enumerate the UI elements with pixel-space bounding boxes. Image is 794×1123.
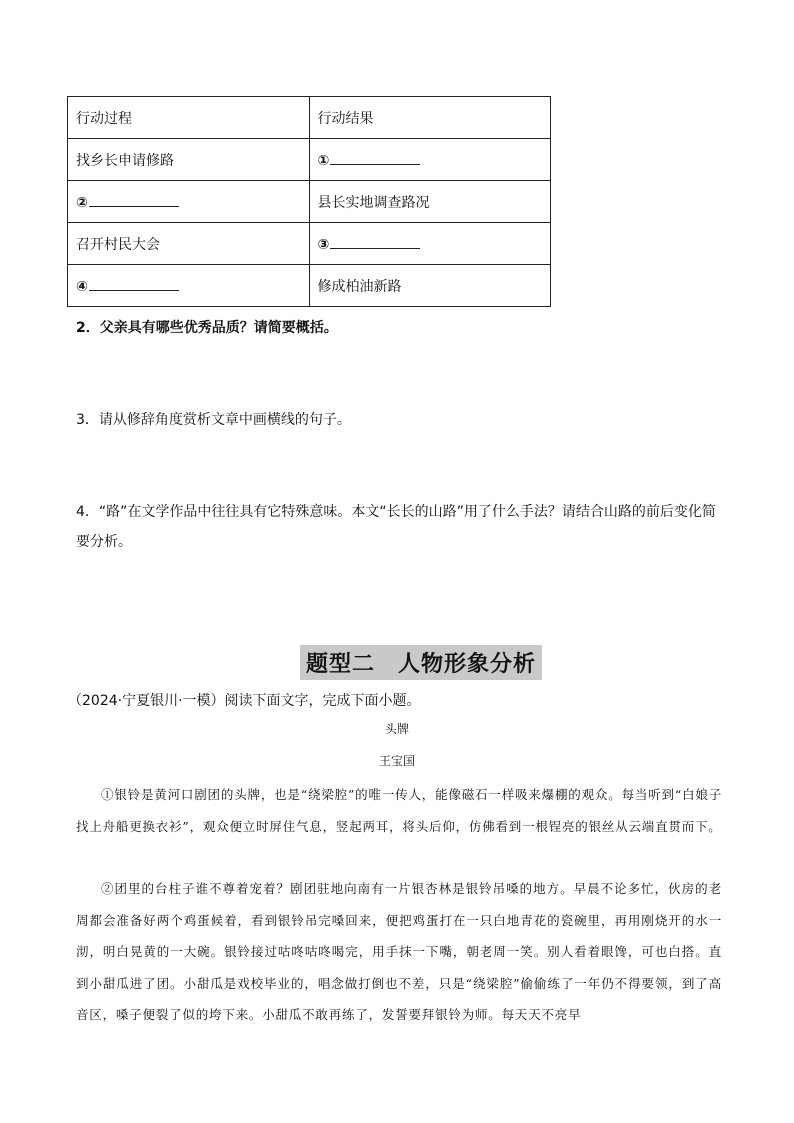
table-cell: 县长实地调查路况 [309,181,551,223]
table-row [68,139,551,181]
fill-blank-line[interactable] [89,192,179,207]
table-row [68,265,551,307]
table-header-cell: 行动过程 [68,97,310,139]
table-header-row [68,97,551,139]
fill-blank-line[interactable] [330,150,420,165]
table-cell-blank [309,139,551,181]
table-cell: 召开村民大会 [68,223,310,265]
section-title: 题型二 人物形象分析 [300,645,542,680]
fill-blank-line[interactable] [330,234,420,249]
table-cell-blank [309,223,551,265]
story-author: 王宝国 [378,754,415,768]
table-cell: 修成柏油新路 [309,265,551,307]
blank-number: ④ [76,279,88,295]
table-cell-blank [68,265,310,307]
action-result-table [67,96,551,307]
story-paragraph: ①银铃是黄河口剧团的头牌，也是“绕梁腔”的唯一传人，能像磁石一样吸来爆棚的观众。每当听到“白娘子找上舟船更换衣衫”，观众便立时屏住气息，竖起两耳，将头后仰，仿佛看到一根锃亮的银丝从云端直贯而下。 [76,787,722,834]
fill-blank-line[interactable] [89,276,179,291]
section-instruction: （2024·宁夏银川·一模）阅读下面文字，完成下面小题。 [68,693,421,709]
story-title: 头牌 [384,722,409,736]
question-3: 3．请从修辞角度赏析文章中画横线的句子。 [76,412,351,428]
table-row [68,223,551,265]
table-row [68,181,551,223]
table-cell: 找乡长申请修路 [68,139,310,181]
story-paragraph: ②团里的台柱子谁不尊着宠着？剧团驻地向南有一片银杏林是银铃吊嗓的地方。早晨不论多忙，伙房的老周都会准备好两个鸡蛋候着，看到银铃吊完嗓回来，便把鸡蛋打在一只白地青花的瓷碗里，再用刚烧开的水一沏，明白晃黄的一大碗。银铃接过咕咚咕咚喝完，用手抹一下嘴，朝老周一笑。别人看着眼馋，可也白搭。直到小甜瓜进了团。小甜瓜是戏校毕业的，唱念做打倒也不差，只是“绕梁腔”偷偷练了一年仍不得要领，到了高音区，嗓子便裂了似的垮下来。小甜瓜不敢再练了，发誓要拜银铃为师。每天天不亮早 [76,881,722,1022]
question-2: 2．父亲具有哪些优秀品质？请简要概括。 [76,320,338,336]
blank-number: ③ [317,237,330,253]
question-4: 4．“路”在文学作品中往往具有它特殊意味。本文“长长的山路”用了什么手法？请结合山路的前后变化简要分析。 [76,504,716,550]
table-cell-blank [68,181,310,223]
blank-number: ① [317,153,330,169]
table-header-cell: 行动结果 [309,97,551,139]
blank-number: ② [76,195,88,211]
